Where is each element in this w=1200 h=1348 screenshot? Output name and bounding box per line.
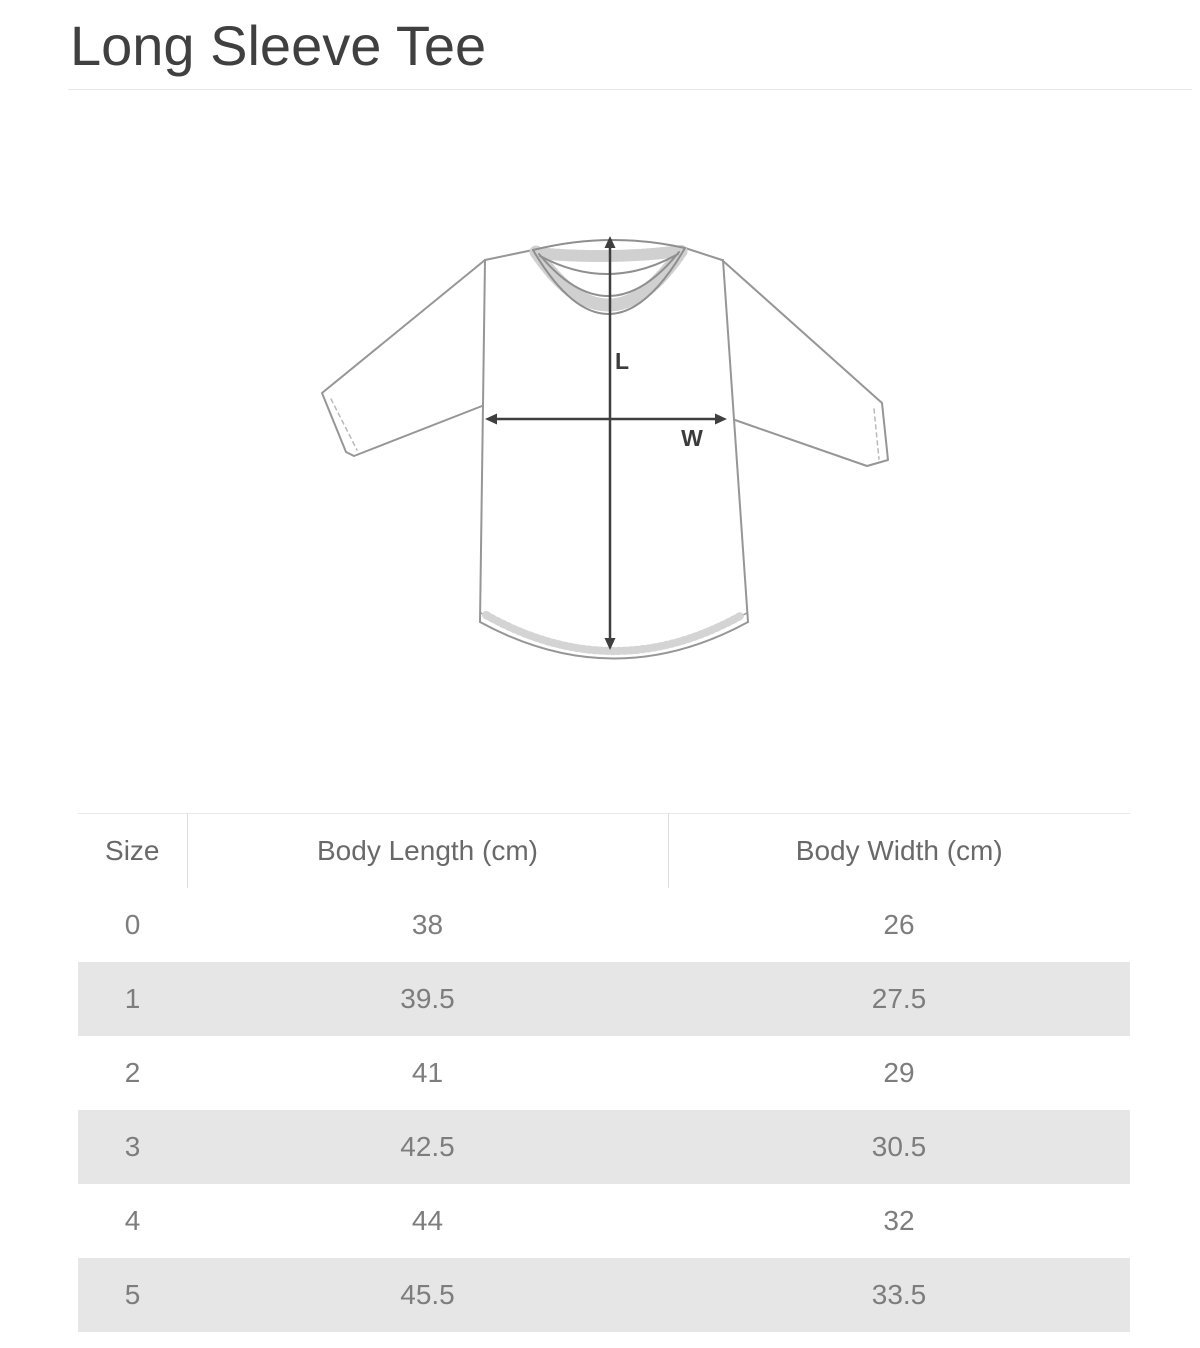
table-row: [78, 1258, 1130, 1332]
body-length-cell: 45.5: [400, 1279, 455, 1310]
hem-rib-stitching: [486, 615, 742, 651]
size-chart-table: [78, 813, 1130, 1332]
size-cell: 3: [124, 1131, 141, 1162]
length-label: L: [615, 348, 630, 374]
right-shoulder-seam: [685, 248, 722, 260]
column-header-body-width: Body Width (cm): [668, 814, 1130, 889]
table-row: [78, 1036, 1130, 1110]
body-length-cell: 38: [411, 909, 444, 940]
width-arrow: [485, 414, 727, 425]
body-width-cell: 26: [883, 909, 915, 940]
right-sleeve-outline: [722, 260, 888, 466]
table-row: [78, 962, 1130, 1036]
table-row: [78, 888, 1130, 962]
body-outline: [480, 260, 748, 659]
left-shoulder-seam: [485, 250, 533, 260]
page-title: Long Sleeve Tee: [70, 14, 487, 77]
column-header-size: Size: [105, 835, 160, 866]
body-length-cell: 42.5: [400, 1131, 455, 1162]
size-cell: 0: [124, 909, 141, 940]
column-header-body-length: Body Length (cm): [187, 814, 668, 889]
title-divider: [68, 89, 1192, 90]
body-width-cell: 30.5: [871, 1131, 927, 1162]
size-cell: 5: [124, 1279, 141, 1310]
body-length-cell: 41: [411, 1057, 444, 1088]
tshirt-diagram-svg: [290, 150, 910, 680]
size-cell: 2: [124, 1057, 141, 1088]
body-width-cell: 32: [883, 1205, 915, 1236]
body-length-cell: 39.5: [400, 983, 455, 1014]
size-cell: 1: [124, 983, 141, 1014]
length-arrow: [605, 236, 616, 650]
header-row: [78, 814, 1130, 889]
body-width-cell: 33.5: [871, 1279, 927, 1310]
size-cell: 4: [124, 1205, 141, 1236]
table-row: [78, 1184, 1130, 1258]
right-cuff-stitch: [874, 409, 879, 459]
body-width-cell: 27.5: [871, 983, 927, 1014]
body-width-cell: 29: [883, 1057, 915, 1088]
width-label: W: [681, 425, 703, 451]
body-length-cell: 44: [411, 1205, 444, 1236]
tshirt-measurement-diagram: [290, 150, 910, 680]
size-chart-body: [78, 888, 1130, 1332]
left-sleeve-outline: [322, 260, 485, 456]
table-row: [78, 1110, 1130, 1184]
size-chart-header: [78, 814, 1130, 889]
